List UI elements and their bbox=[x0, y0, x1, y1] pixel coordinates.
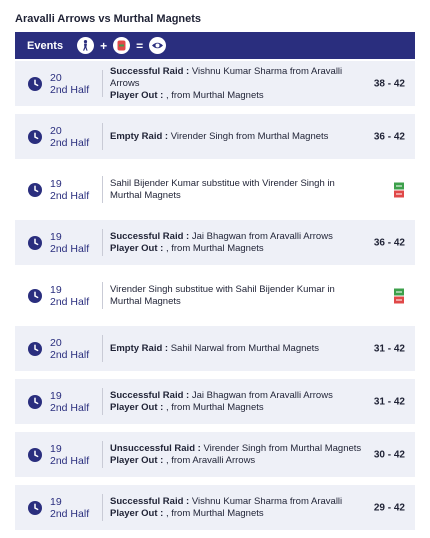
clock-icon bbox=[28, 395, 42, 409]
divider bbox=[102, 441, 103, 468]
event-detail: , from Aravalli Arrows bbox=[163, 454, 256, 466]
substitution-icon bbox=[394, 287, 404, 304]
event-score: 38 - 42 bbox=[373, 78, 405, 89]
event-detail: Sahil Bijender Kumar substitue with Virender Singh in bbox=[110, 177, 335, 189]
event-score: 31 - 42 bbox=[373, 343, 405, 354]
event-score: 36 - 42 bbox=[373, 237, 405, 248]
event-minute: 19 bbox=[50, 389, 62, 402]
event-minute: 19 bbox=[50, 177, 62, 190]
event-detail: Virender Singh substitue with Sahil Bijender Kumar in bbox=[110, 283, 335, 295]
sub-in-icon bbox=[394, 182, 404, 189]
event-description bbox=[110, 496, 372, 520]
event-description bbox=[110, 443, 372, 467]
event-line bbox=[110, 66, 372, 90]
event-score: 31 - 42 bbox=[373, 396, 405, 407]
event-description bbox=[110, 178, 372, 202]
event-timeline bbox=[15, 61, 415, 538]
event-half: 2nd Half bbox=[50, 507, 90, 520]
event-type-label: Empty Raid : bbox=[110, 130, 169, 142]
raider-icon bbox=[77, 37, 94, 54]
event-type-label: Successful Raid : bbox=[110, 230, 190, 242]
event-time bbox=[50, 178, 89, 202]
plus-operator: + bbox=[100, 38, 108, 53]
event-description bbox=[110, 390, 372, 414]
event-half: 2nd Half bbox=[50, 242, 90, 255]
equals-operator: = bbox=[136, 38, 144, 53]
event-minute: 19 bbox=[50, 283, 62, 296]
divider bbox=[102, 176, 103, 203]
event-type-label: Successful Raid : bbox=[110, 389, 190, 401]
event-time bbox=[50, 337, 89, 361]
event-description bbox=[110, 66, 372, 102]
event-line bbox=[110, 443, 372, 455]
event-line bbox=[110, 243, 372, 255]
event-time bbox=[50, 443, 89, 467]
clock-icon bbox=[28, 236, 42, 250]
player-out-label: Player Out : bbox=[110, 89, 164, 101]
event-score: 36 - 42 bbox=[373, 131, 405, 142]
event-detail: Virender Singh from Murthal Magnets bbox=[200, 442, 362, 454]
clock-icon bbox=[28, 183, 42, 197]
sub-out-icon bbox=[394, 296, 404, 303]
sub-out-icon bbox=[394, 190, 404, 197]
divider bbox=[102, 335, 103, 362]
event-line bbox=[110, 496, 372, 508]
match-title: Aravalli Arrows vs Murthal Magnets bbox=[15, 13, 202, 25]
event-time bbox=[50, 496, 89, 520]
divider bbox=[102, 494, 103, 521]
event-minute: 19 bbox=[50, 495, 62, 508]
event-detail: , from Murthal Magnets bbox=[163, 242, 264, 254]
clock-icon bbox=[28, 342, 42, 356]
events-legend-bar bbox=[15, 32, 415, 59]
raid-event-row bbox=[15, 432, 415, 477]
clock-icon bbox=[28, 77, 42, 91]
raid-event-row bbox=[15, 326, 415, 371]
event-half: 2nd Half bbox=[50, 295, 90, 308]
substitution-event-row bbox=[15, 273, 415, 318]
event-detail: , from Murthal Magnets bbox=[163, 89, 264, 101]
event-detail: Murthal Magnets bbox=[110, 295, 181, 307]
clock-icon bbox=[28, 289, 42, 303]
event-line bbox=[110, 296, 372, 308]
raid-event-row bbox=[15, 61, 415, 106]
event-line bbox=[110, 190, 372, 202]
event-minute: 20 bbox=[50, 71, 62, 84]
divider bbox=[102, 282, 103, 309]
event-minute: 19 bbox=[50, 230, 62, 243]
event-time bbox=[50, 72, 89, 96]
event-half: 2nd Half bbox=[50, 401, 90, 414]
event-type-label: Successful Raid : bbox=[110, 495, 190, 507]
event-half: 2nd Half bbox=[50, 136, 90, 149]
event-description bbox=[110, 343, 372, 355]
substitution-icon bbox=[394, 181, 404, 198]
event-detail: , from Murthal Magnets bbox=[163, 507, 264, 519]
event-line bbox=[110, 90, 372, 102]
events-label: Events bbox=[27, 39, 64, 52]
event-minute: 20 bbox=[50, 336, 62, 349]
event-line bbox=[110, 508, 372, 520]
sub-in-icon bbox=[394, 288, 404, 295]
event-score: 29 - 42 bbox=[373, 502, 405, 513]
divider bbox=[102, 123, 103, 150]
raid-event-row bbox=[15, 220, 415, 265]
event-detail: Jai Bhagwan from Aravalli Arrows bbox=[189, 230, 333, 242]
event-minute: 20 bbox=[50, 124, 62, 137]
divider bbox=[102, 229, 103, 256]
event-half: 2nd Half bbox=[50, 83, 90, 96]
raid-event-row bbox=[15, 114, 415, 159]
divider bbox=[102, 70, 103, 97]
event-line bbox=[110, 131, 372, 143]
event-line bbox=[110, 343, 372, 355]
event-type-label: Successful Raid : bbox=[110, 65, 190, 77]
player-out-label: Player Out : bbox=[110, 507, 164, 519]
player-out-label: Player Out : bbox=[110, 242, 164, 254]
eye-icon bbox=[149, 37, 166, 54]
substitution-event-row bbox=[15, 167, 415, 212]
event-description bbox=[110, 284, 372, 308]
clock-icon bbox=[28, 448, 42, 462]
event-half: 2nd Half bbox=[50, 348, 90, 361]
event-description bbox=[110, 131, 372, 143]
player-out-label: Player Out : bbox=[110, 454, 164, 466]
event-line bbox=[110, 231, 372, 243]
divider bbox=[102, 388, 103, 415]
clock-icon bbox=[28, 130, 42, 144]
event-line bbox=[110, 178, 372, 190]
event-type-label: Empty Raid : bbox=[110, 342, 169, 354]
event-description bbox=[110, 231, 372, 255]
event-line bbox=[110, 284, 372, 296]
event-time bbox=[50, 284, 89, 308]
event-detail: Vishnu Kumar Sharma from Aravalli bbox=[189, 495, 343, 507]
event-line bbox=[110, 390, 372, 402]
clock-icon bbox=[28, 501, 42, 515]
event-score: 30 - 42 bbox=[373, 449, 405, 460]
event-detail: Sahil Narwal from Murthal Magnets bbox=[168, 342, 320, 354]
player-out-label: Player Out : bbox=[110, 401, 164, 413]
defender-icon bbox=[113, 37, 130, 54]
event-detail: Murthal Magnets bbox=[110, 189, 181, 201]
raid-event-row bbox=[15, 379, 415, 424]
event-minute: 19 bbox=[50, 442, 62, 455]
event-time bbox=[50, 390, 89, 414]
event-detail: , from Murthal Magnets bbox=[163, 401, 264, 413]
event-detail: Vishnu Kumar Sharma from Aravalli Arrows bbox=[110, 65, 343, 89]
event-line bbox=[110, 402, 372, 414]
event-line bbox=[110, 455, 372, 467]
event-half: 2nd Half bbox=[50, 189, 90, 202]
event-time bbox=[50, 125, 89, 149]
event-type-label: Unsuccessful Raid : bbox=[110, 442, 201, 454]
event-time bbox=[50, 231, 89, 255]
event-half: 2nd Half bbox=[50, 454, 90, 467]
raid-event-row bbox=[15, 485, 415, 530]
event-detail: Jai Bhagwan from Aravalli Arrows bbox=[189, 389, 333, 401]
event-detail: Virender Singh from Murthal Magnets bbox=[168, 130, 329, 142]
